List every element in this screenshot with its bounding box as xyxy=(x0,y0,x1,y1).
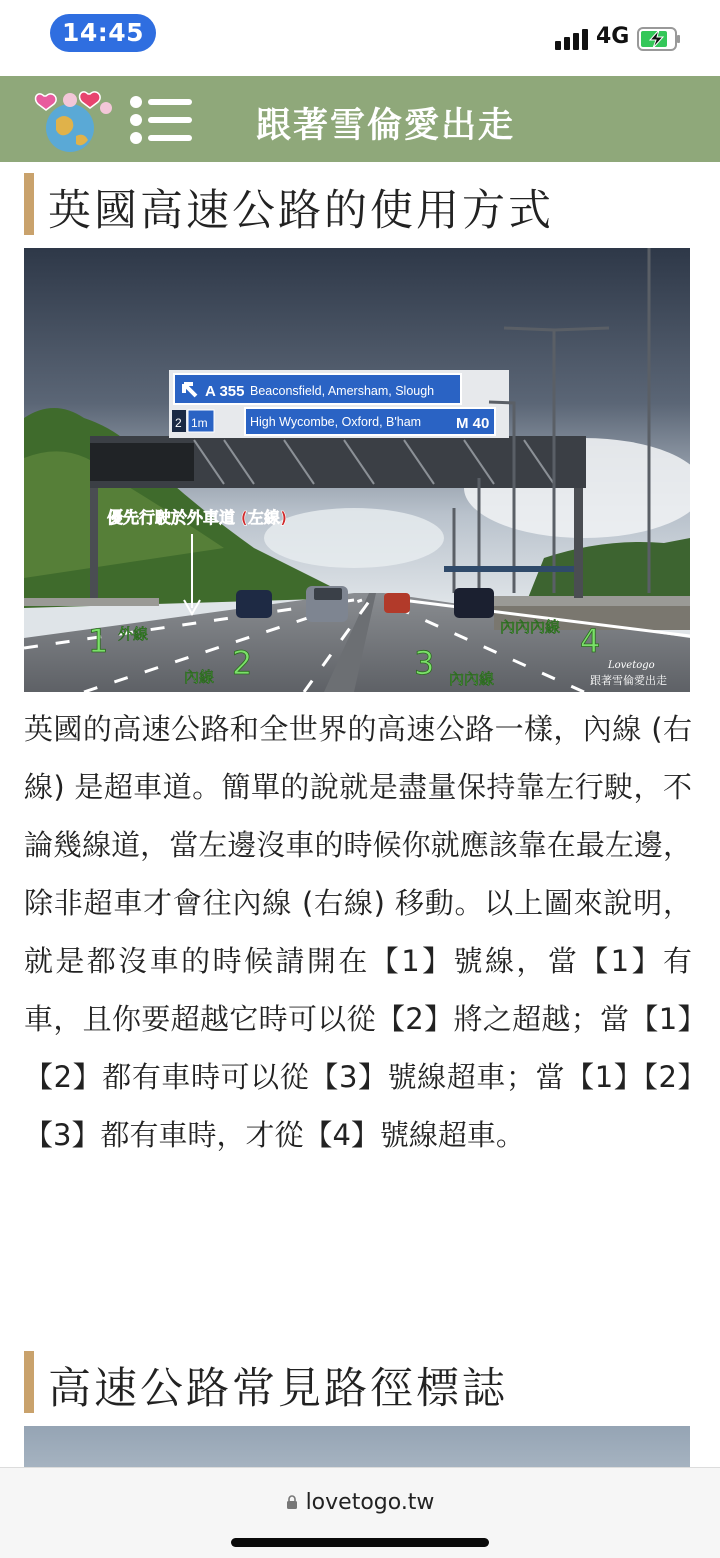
section-heading-2 xyxy=(24,1351,696,1415)
section-title-2: 高速公路常見路徑標誌 xyxy=(48,1364,508,1414)
lane-number-1: 1 xyxy=(88,622,109,660)
photo-annotation: 優先行駛於外車道 (左線) xyxy=(107,508,288,527)
globe-hearts-logo[interactable] xyxy=(30,84,116,156)
site-header xyxy=(0,76,720,162)
lane-label-2: 內線 xyxy=(184,668,215,686)
status-time: 14:45 xyxy=(50,14,156,52)
lock-icon xyxy=(286,1495,298,1510)
address-bar[interactable] xyxy=(0,1490,720,1515)
lane-number-4: 4 xyxy=(580,622,601,660)
sign-bottom-route: M 40 xyxy=(456,415,490,432)
url-text: lovetogo.tw xyxy=(305,1490,435,1515)
home-indicator[interactable] xyxy=(231,1538,489,1547)
signal-bars-icon xyxy=(555,28,589,50)
network-type: 4G xyxy=(596,24,630,49)
sign-top-route: A 355 xyxy=(205,383,245,400)
lane-label-3: 內內線 xyxy=(449,670,495,688)
heading-accent-bar xyxy=(24,173,34,235)
status-bar xyxy=(0,0,720,76)
sign-bottom-destinations: High Wycombe, Oxford, B'ham xyxy=(250,415,422,429)
sign-distance: 1m xyxy=(191,416,208,430)
lane-label-4: 內內內線 xyxy=(500,618,561,636)
sign-lane-number: 2 xyxy=(175,416,182,430)
lane-number-3: 3 xyxy=(414,644,435,682)
section-heading xyxy=(24,173,696,237)
article-paragraph: 英國的高速公路和全世界的高速公路一樣，內線 (右線) 是超車道。簡單的說就是盡量保持靠左行駛，不論幾線道，當左邊沒車的時候你就應該靠在最左邊，除非超車才會往內線 (右線) 移動。以上圖來說明，就是都沒車的時候請開在【1】號線，當【1】有車，且你要超越它時可以從【2】將之超越；當【1】【2】都有車時可以從【3】號線超車；當【1】【2】【3】都有車時，才從【4】號線超車。 xyxy=(24,712,692,1152)
motorway-photo[interactable] xyxy=(24,248,690,692)
watermark-bottom: 跟著雪倫愛出走 xyxy=(590,674,667,687)
section-title: 英國高速公路的使用方式 xyxy=(48,186,554,236)
browser-bottom-bar xyxy=(0,1467,720,1558)
lane-label-1: 外線 xyxy=(118,625,149,643)
site-title[interactable]: 跟著雪倫愛出走 xyxy=(256,106,516,146)
lane-number-2: 2 xyxy=(232,644,253,682)
hamburger-menu-icon[interactable] xyxy=(128,94,194,144)
watermark-top: Lovetogo xyxy=(608,660,655,671)
heading-accent-bar xyxy=(24,1351,34,1413)
sign-top-destinations: Beaconsfield, Amersham, Slough xyxy=(250,384,435,398)
battery-charging-icon xyxy=(637,27,681,51)
